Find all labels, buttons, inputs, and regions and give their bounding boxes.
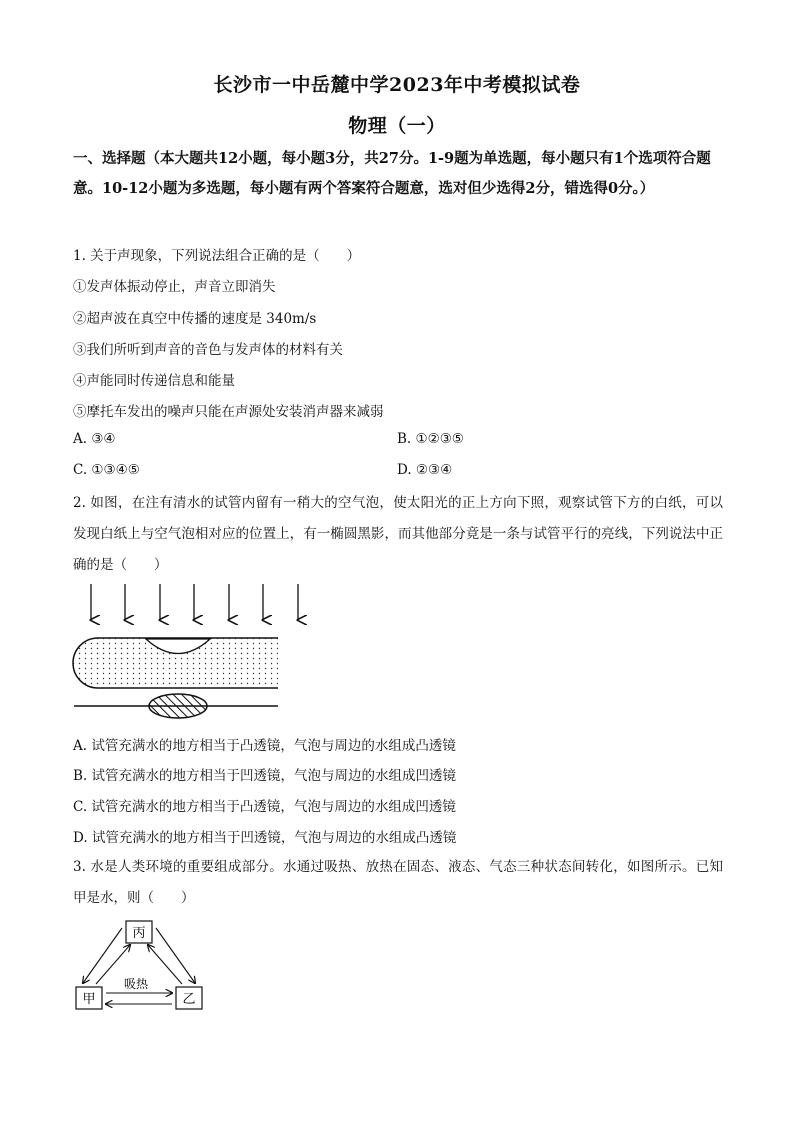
section-heading: 一、选择题（本大题共12小题，每小题3分，共27分。1-9题为单选题，每小题只有1个选项符合题意。10-12小题为多选题，每小题有两个答案符合题意，选对但少选得2分，错选得0分。）	[73, 150, 711, 197]
q1-option-d: D. ②③④	[397, 462, 453, 478]
q2-option-d: D. 试管充满水的地方相当于凹透镜，气泡与周边的水组成凸透镜	[73, 830, 457, 846]
sunlight-arrows	[91, 584, 298, 620]
state-change-diagram	[70, 918, 220, 1014]
q1-option-a: A. ③④	[73, 431, 116, 447]
label-absorb-heat: 吸热	[123, 977, 149, 991]
exam-title: 长沙市一中岳麓中学2023年中考模拟试卷	[213, 74, 581, 96]
elliptical-shadow	[149, 694, 207, 718]
q1-statement-2: ②超声波在真空中传播的速度是 340m/s	[73, 311, 317, 327]
subject-title: 物理（一）	[348, 115, 446, 137]
q2-option-c: C. 试管充满水的地方相当于凸透镜，气泡与周边的水组成凹透镜	[73, 799, 456, 815]
q2-option-b: B. 试管充满水的地方相当于凹透镜，气泡与周边的水组成凹透镜	[73, 768, 457, 784]
q1-statement-1: ①发声体振动停止，声音立即消失	[73, 279, 276, 295]
q2-option-a: A. 试管充满水的地方相当于凸透镜，气泡与周边的水组成凸透镜	[73, 738, 456, 754]
q1-statement-4: ④声能同时传递信息和能量	[73, 373, 235, 389]
q1-option-b: B. ①②③⑤	[397, 431, 464, 447]
q1-statement-5: ⑤摩托车发出的噪声只能在声源处安装消声器来减弱	[73, 404, 384, 420]
q1-stem: 1. 关于声现象，下列说法组合正确的是（ ）	[73, 248, 361, 264]
label-yi: 乙	[182, 992, 196, 1007]
q3-stem: 3. 水是人类环境的重要组成部分。水通过吸热、放热在固态、液态、气态三种状态间转化，如图所示。已知甲是水，则（ ）	[73, 859, 723, 906]
test-tube-figure	[60, 582, 320, 722]
q1-option-c: C. ①③④⑤	[73, 462, 140, 478]
label-bing: 丙	[132, 926, 146, 941]
label-jia: 甲	[82, 992, 96, 1007]
q2-stem: 2. 如图，在注有清水的试管内留有一稍大的空气泡，使太阳光的正上方向下照，观察试管下方的白纸，可以发现白纸上与空气泡相对应的位置上，有一椭圆黑影，而其他部分竟是一条与试管平行的亮线，下列说法中正确的是（ ）	[73, 495, 723, 573]
q1-statement-3: ③我们所听到声音的音色与发声体的材料有关	[73, 342, 343, 358]
